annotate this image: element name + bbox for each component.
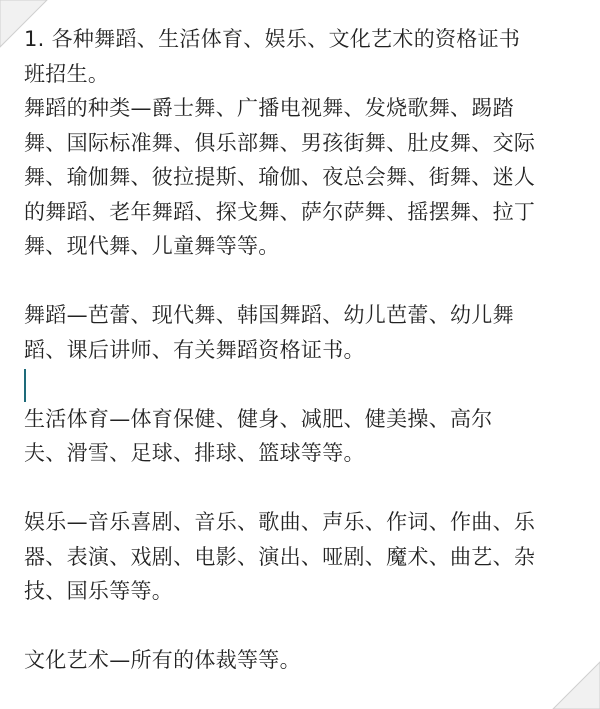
- text-line: 舞蹈—芭蕾、现代舞、韩国舞蹈、幼儿芭蕾、幼儿舞: [24, 303, 514, 327]
- text-line: 舞蹈的种类—爵士舞、广播电视舞、发烧歌舞、踢踏: [24, 96, 514, 120]
- text-line: 娱乐—音乐喜剧、音乐、歌曲、声乐、作词、作曲、乐: [24, 510, 536, 534]
- text-line: 生活体育—体育保健、健身、减肥、健美操、高尔: [24, 406, 493, 431]
- text-line: 舞、瑜伽舞、彼拉提斯、瑜伽、夜总会舞、街舞、迷人: [24, 165, 536, 189]
- text-line: 舞、现代舞、儿童舞等等。: [24, 234, 280, 258]
- text-line: 技、国乐等等。: [24, 579, 174, 603]
- section-entertainment: [24, 505, 584, 609]
- section-culture: [24, 643, 584, 678]
- section-intro: [24, 22, 584, 264]
- blank-line: [24, 471, 584, 506]
- cursor-line[interactable]: [24, 367, 584, 402]
- blank-line: [24, 609, 584, 644]
- text-line: 蹈、课后讲师、有关舞蹈资格证书。: [24, 337, 365, 362]
- text-cursor: [24, 369, 26, 402]
- page-corner-fold-bottom-right: [552, 661, 600, 709]
- text-line: 舞、国际标准舞、俱乐部舞、男孩街舞、肚皮舞、交际: [24, 130, 536, 155]
- text-line: 的舞蹈、老年舞蹈、探戈舞、萨尔萨舞、摇摆舞、拉丁: [24, 199, 536, 224]
- text-line: 器、表演、戏剧、电影、演出、哑剧、魔术、曲艺、杂: [24, 544, 536, 569]
- section-sports: [24, 402, 584, 471]
- text-line: 文化艺术—所有的体裁等等。: [24, 648, 301, 672]
- section-dance: [24, 298, 584, 367]
- text-line: 1. 各种舞蹈、生活体育、娱乐、文化艺术的资格证书: [24, 27, 521, 51]
- document-body: [24, 22, 584, 678]
- text-line: 夫、滑雪、足球、排球、篮球等等。: [24, 441, 365, 465]
- blank-line: [24, 264, 584, 299]
- text-line: 班招生。: [24, 61, 110, 86]
